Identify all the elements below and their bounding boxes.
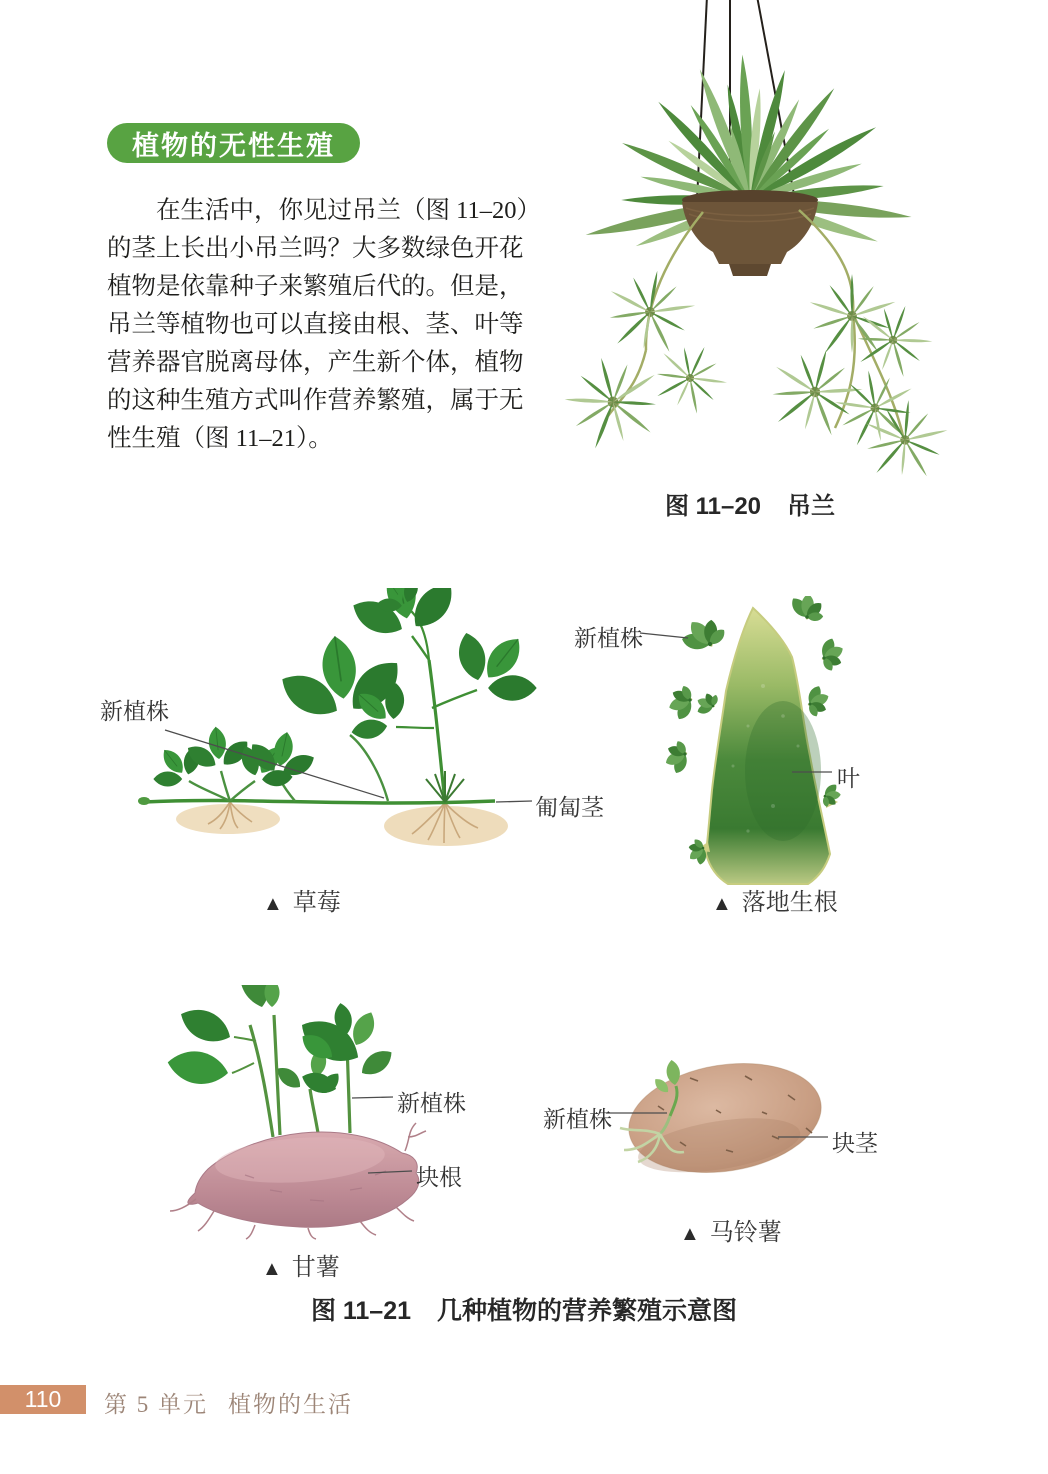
label-tuber: 块茎 (832, 1130, 878, 1156)
label-leaf: 叶 (837, 765, 860, 791)
figure-title: 吊兰 (787, 493, 836, 520)
intro-paragraph (107, 192, 541, 458)
leaf-shading (745, 701, 821, 841)
tuberous-root (170, 1123, 426, 1239)
label-new-plant: 新植株 (100, 698, 169, 724)
label-new-plant: 新植株 (574, 625, 643, 651)
kalanchoe-caption (712, 882, 838, 917)
leader-line (640, 633, 688, 638)
mother-plant (333, 588, 560, 802)
strawberry-caption-label: 草莓 (292, 889, 341, 916)
label-new-plant: 新植株 (543, 1106, 612, 1132)
leader-line (352, 1097, 393, 1098)
soil-patch (176, 804, 280, 834)
figure-number: 图 11–20 (664, 493, 762, 520)
figure-11-20-caption (585, 486, 915, 521)
stolon (144, 801, 495, 803)
potato-caption (680, 1212, 782, 1247)
strawberry-illustration (88, 588, 613, 880)
unit-title: 植物的生活 (228, 1392, 353, 1417)
hanging-pot (682, 190, 818, 276)
strawberry-caption (263, 882, 341, 917)
triangle-marker: ▲ (263, 893, 283, 915)
spider-plant-illustration (553, 0, 1045, 478)
figure-title: 几种植物的营养繁殖示意图 (437, 1297, 738, 1325)
triangle-marker: ▲ (680, 1223, 700, 1245)
strawberry-subfigure (88, 588, 613, 880)
paragraph-line: 植物是依靠种子来繁殖后代的。但是， (107, 273, 524, 300)
figure-number: 图 11–21 (310, 1297, 412, 1325)
paragraph-line: 吊兰等植物也可以直接由根、茎、叶等 (107, 311, 524, 338)
section-badge (107, 123, 360, 163)
figure-11-21-caption (0, 1291, 1048, 1327)
leader-line (496, 801, 532, 802)
kalanchoe-caption-label: 落地生根 (741, 889, 838, 916)
page-number-badge (0, 1385, 86, 1414)
label-tuberous-root: 块根 (416, 1164, 462, 1190)
label-stolon: 匍匐茎 (535, 794, 604, 820)
soil-patch (384, 806, 508, 846)
footer-unit-title (104, 1386, 353, 1419)
kalanchoe-subfigure (558, 596, 893, 886)
triangle-marker: ▲ (262, 1258, 282, 1280)
paragraph-line: 的茎上长出小吊兰吗？大多数绿色开花 (107, 235, 524, 262)
paragraph-line: 性生殖（图 11–21）。 (107, 425, 333, 452)
triangle-marker: ▲ (712, 893, 732, 915)
spider-plant-babies (556, 263, 950, 478)
sweet-potato-caption (262, 1247, 340, 1282)
potato-tuber (621, 1050, 829, 1185)
shoot-leaves (165, 985, 397, 1098)
stolon-tip (138, 797, 150, 805)
page-number: 110 (24, 1386, 62, 1412)
potato-caption-label: 马铃薯 (709, 1219, 782, 1246)
section-badge-label: 植物的无性生殖 (132, 130, 335, 161)
label-new-plant: 新植株 (397, 1090, 466, 1116)
spider-plant-photo (553, 0, 1045, 478)
paragraph-line: 在生活中，你见过吊兰（图 11–20） (156, 197, 541, 224)
paragraph-line: 营养器官脱离母体，产生新个体，植物 (107, 349, 524, 376)
sweet-potato-subfigure (150, 985, 495, 1240)
potato-subfigure (540, 1040, 885, 1220)
unit-label: 第 5 单元 (104, 1392, 208, 1417)
sweet-potato-caption-label: 甘薯 (291, 1254, 340, 1281)
paragraph-line: 的这种生殖方式叫作营养繁殖，属于无 (107, 387, 524, 414)
